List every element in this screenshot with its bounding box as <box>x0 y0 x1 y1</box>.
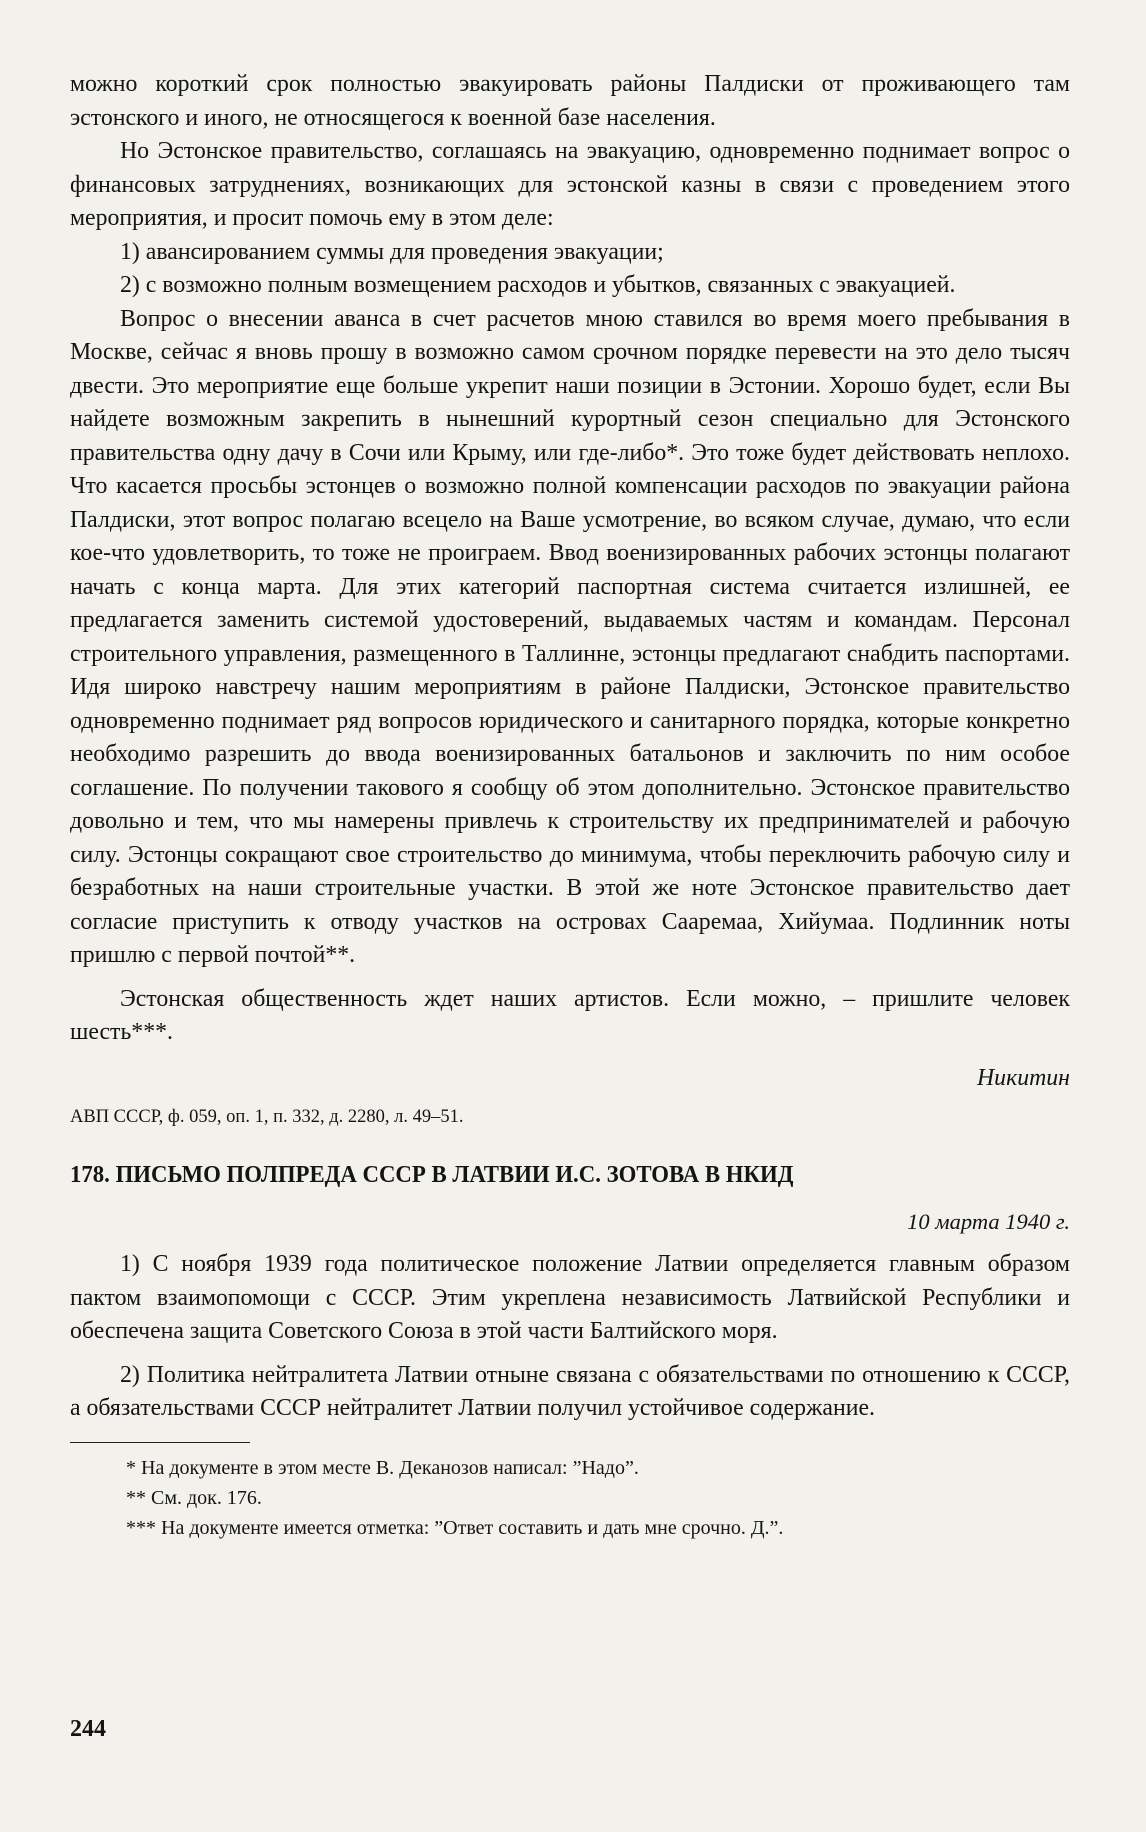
paragraph-evacuation-end: можно короткий срок полностью эвакуировать районы Палдиски от проживающего там эстонского и иного, не относящегося к военной базе населения. <box>70 71 1070 131</box>
paragraph-latvia-pact: 1) С ноября 1939 года политическое положение Латвии определяется главным образом пактом взаимопомощи с СССР. Этим укреплена независимость Латвийской Республики и обеспечена защита Советского Союза в этой части Балтийского моря. <box>70 1251 1070 1344</box>
footnote-2: ** См. док. 176. <box>126 1486 262 1509</box>
archive-reference: АВП СССР, ф. 059, оп. 1, п. 332, д. 2280, л. 49–51. <box>70 1107 464 1127</box>
document-date: 10 марта 1940 г. <box>907 1209 1070 1234</box>
paragraph-artists: Эстонская общественность ждет наших артистов. Если можно, – пришлите человек шесть***. <box>70 985 1070 1045</box>
footnote-3: *** На документе имеется отметка: ”Ответ составить и дать мне срочно. Д.”. <box>126 1516 784 1539</box>
paragraph-latvia-neutrality: 2) Политика нейтралитета Латвии отныне связана с обязательствами по отношению к СССР, а обязательствами СССР нейтралитет Латвии получил устойчивое содержание. <box>70 1361 1070 1421</box>
list-item-compensation: 2) с возможно полным возмещением расходов и убытков, связанных с эвакуацией. <box>120 272 956 298</box>
footnotes <box>70 1453 1070 1543</box>
footnote-1: * На документе в этом месте В. Деканозов написал: ”Надо”. <box>126 1456 639 1479</box>
paragraph-main-body: Вопрос о внесении аванса в счет расчетов мною ставился во время моего пребывания в Москве, сейчас я вновь прошу в возможно самом срочном порядке перевести на это дело тысяч двести. Это мероприятие еще больше укрепит наши позиции в Эстонии. Хорошо будет, если Вы найдете возможным закрепить в нынешний курортный сезон специально для Эстонского правительства одну дачу в Сочи или Крыму, или где-либо*. Это тоже будет действовать неплохо. Что касается просьбы эстонцев о возможно полной компенсации расходов по эвакуации района Палдиски, этот вопрос полагаю всецело на Ваше усмотрение, во всяком случае, думаю, что если кое-что удовлетворить, то тоже не проиграем. Ввод военизированных рабочих эстонцы полагают начать с конца марта. Для этих категорий паспортная система считается излишней, ее предлагается заменить системой удостоверений, выдаваемых частям и командам. Персонал строительного управления, размещенного в Таллинне, эстонцы предлагают снабдить паспортами. Идя широко навстречу нашим мероприятиям в районе Палдиски, Эстонское правительство одновременно поднимает ряд вопросов юридического и санитарного порядка, которые конкретно необходимо разрешить до ввода военизированных батальонов и заключить по ним особое соглашение. По получении такового я сообщу об этом дополнительно. Эстонское правительство довольно и тем, что мы намерены привлечь к строительству их предпринимателей и рабочую силу. Эстонцы сокращают свое строительство до минимума, чтобы переключить рабочую силу и безработных на наши строительные участки. В этой же ноте Эстонское правительство дает согласие приступить к отводу участков на островах Сааремаа, Хийумаа. Подлинник ноты пришлю с первой почтой**. <box>70 305 1070 968</box>
page-number: 244 <box>70 1716 106 1742</box>
document-heading: 178. ПИСЬМО ПОЛПРЕДА СССР В ЛАТВИИ И.С. ЗОТОВА В НКИД <box>70 1161 794 1188</box>
signature: Никитин <box>976 1064 1070 1091</box>
list-item-advance: 1) авансированием суммы для проведения эвакуации; <box>120 238 664 265</box>
paragraph-finance-request: Но Эстонское правительство, соглашаясь на эвакуацию, одновременно поднимает вопрос о финансовых затруднениях, возникающих для эстонской казны в связи с проведением этого мероприятия, и просит помочь ему в этом деле: <box>70 138 1070 231</box>
footnote-divider <box>70 1442 250 1443</box>
